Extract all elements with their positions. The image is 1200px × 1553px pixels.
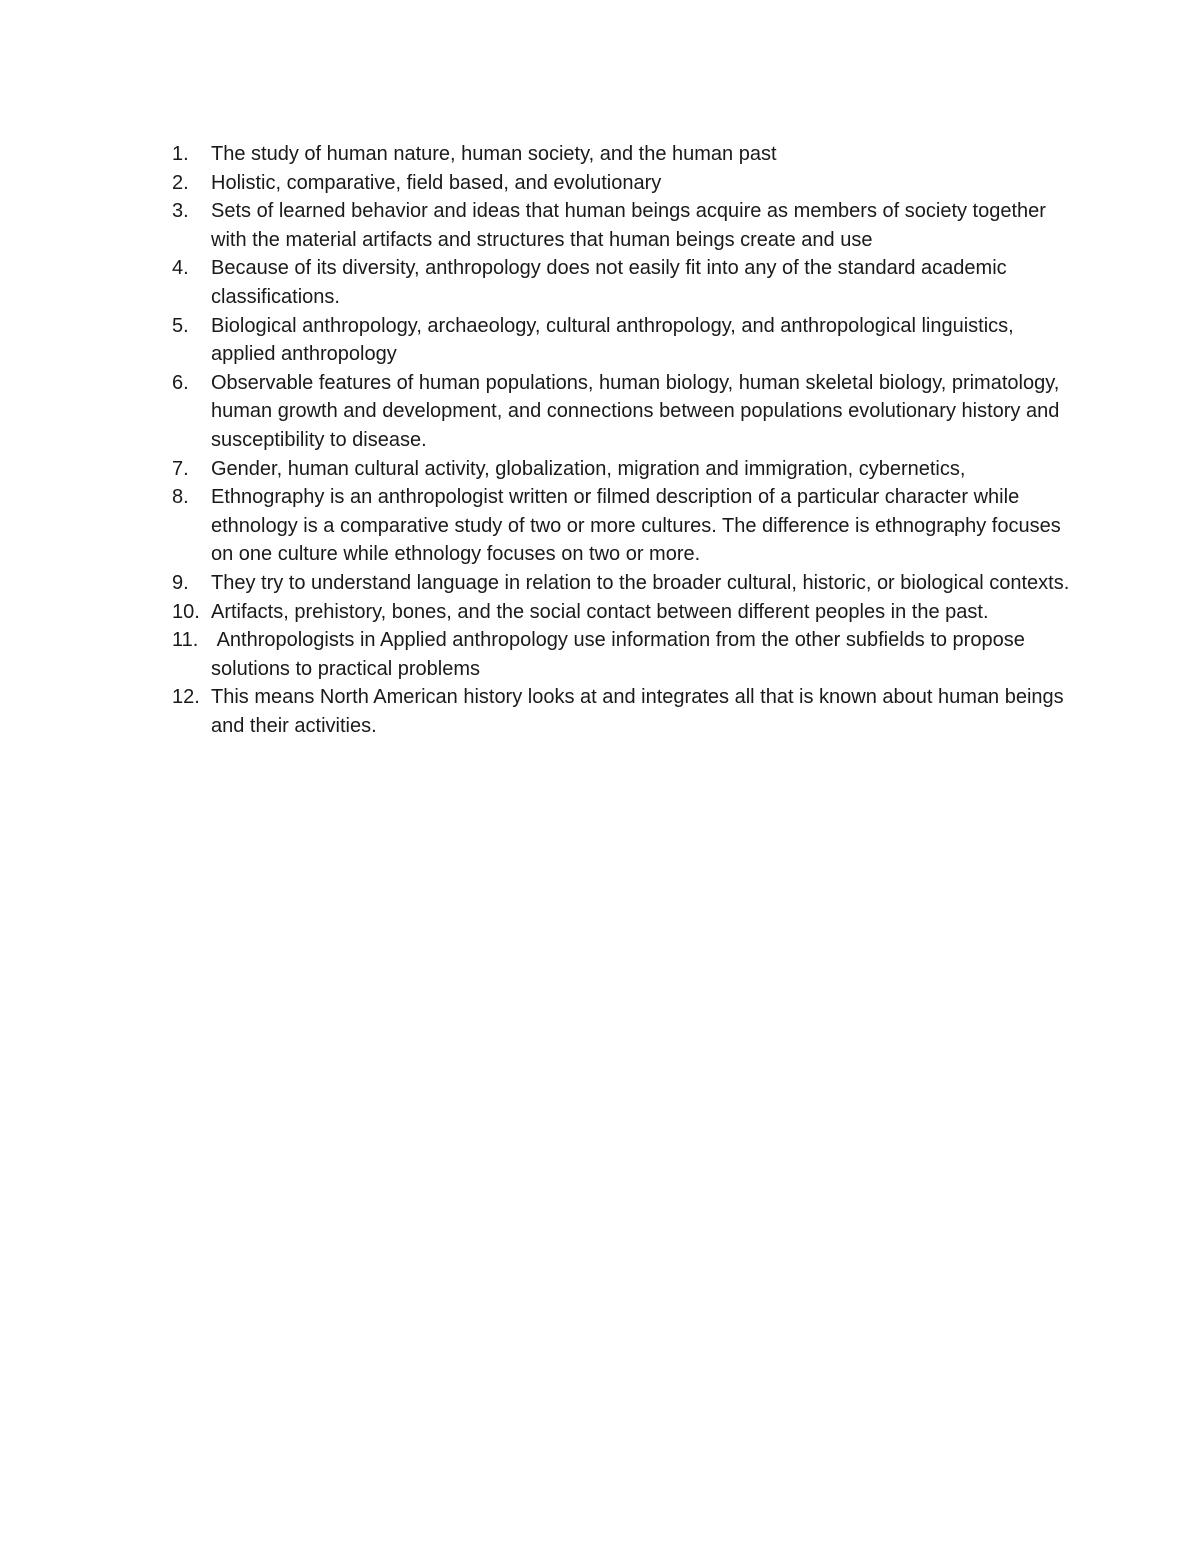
list-item [172, 483, 1072, 569]
item-number: 4. [172, 257, 189, 280]
item-text: Sets of learned behavior and ideas that human beings acquire as members of society together with the material artifacts and structures that human beings create and use [211, 200, 1052, 251]
item-number: 9. [172, 571, 189, 594]
list-item [172, 312, 1072, 369]
list-item [172, 140, 1072, 169]
item-number: 5. [172, 314, 189, 337]
list-item [172, 626, 1072, 683]
item-text: Observable features of human populations, human biology, human skeletal biology, primatology, human growth and development, and connections between populations evolutionary history and susceptibility to disease. [211, 371, 1065, 451]
item-text: Anthropologists in Applied anthropology use information from the other subfields to propose solutions to practical problems [211, 629, 1031, 680]
list-item [172, 455, 1072, 484]
item-text: Because of its diversity, anthropology does not easily fit into any of the standard academic classifications. [211, 257, 1013, 308]
item-number: 1. [172, 143, 189, 165]
item-text: Ethnography is an anthropologist written or filmed description of a particular character while ethnology is a comparative study of two or more cultures. The difference is ethnography focuses on one culture while ethnology focuses on two or more. [211, 486, 1067, 566]
item-number: 6. [172, 371, 189, 394]
item-text: Artifacts, prehistory, bones, and the social contact between different peoples in the past. [211, 600, 989, 623]
item-number: 11. [172, 629, 199, 652]
list-item [172, 598, 1072, 627]
list-item [172, 569, 1072, 598]
item-text: The study of human nature, human society, and the human past [211, 143, 777, 165]
item-number: 2. [172, 171, 189, 194]
item-text: Holistic, comparative, field based, and evolutionary [211, 171, 662, 194]
item-text: They try to understand language in relation to the broader cultural, historic, or biological contexts. [211, 571, 1070, 594]
list-item [172, 254, 1072, 311]
item-text: This means North American history looks at and integrates all that is known about human beings and their activities. [211, 686, 1070, 737]
item-number: 8. [172, 486, 189, 509]
item-number: 3. [172, 200, 189, 223]
list-item [172, 369, 1072, 455]
item-text: Gender, human cultural activity, globalization, migration and immigration, cybernetics, [211, 457, 966, 480]
answer-list [172, 140, 1072, 740]
item-number: 12. [172, 686, 200, 709]
list-item [172, 169, 1072, 198]
item-text: Biological anthropology, archaeology, cultural anthropology, and anthropological linguistics, applied anthropology [211, 314, 1020, 366]
item-number: 10. [172, 600, 200, 623]
list-item [172, 683, 1072, 740]
item-number: 7. [172, 457, 189, 480]
list-item [172, 197, 1072, 254]
